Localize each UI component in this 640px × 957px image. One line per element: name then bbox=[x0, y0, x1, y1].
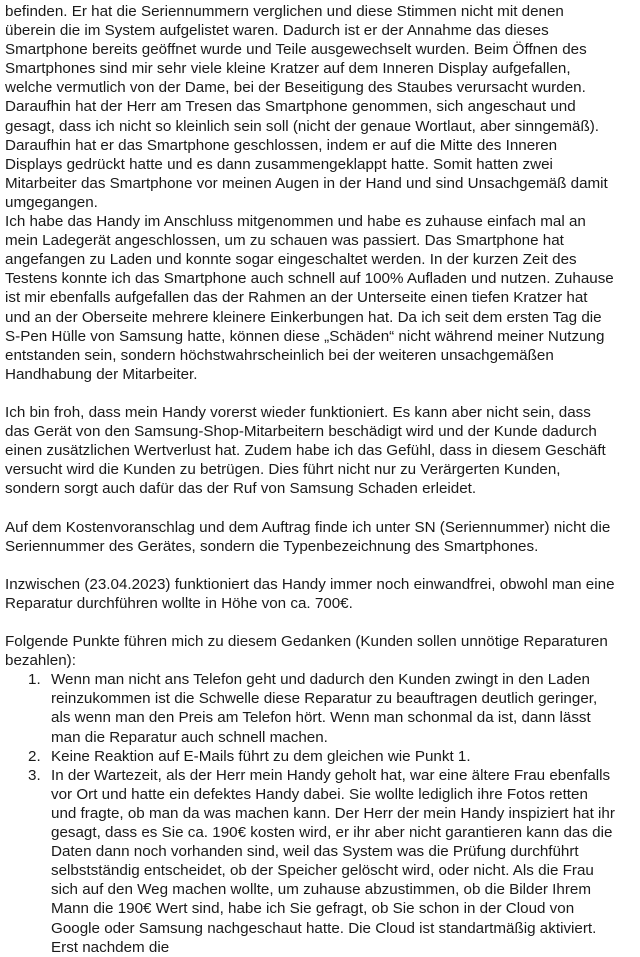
paragraph-complaint: Ich bin froh, dass mein Handy vorerst wieder funktioniert. Es kann aber nicht sein, dass das Gerät von den Samsung-Shop-Mitarbeitern beschädigt wird und der Kunde dadurch einen zusätzlichen Wertverlust hat. Zudem habe ich das Gefühl, dass in diesem Geschäft versucht wird die Kunden zu betrügen. Dies führt nicht nur zu Verärgerten Kunden, sondern sorgt auch dafür das der Ruf von Samsung Schaden erleidet. bbox=[5, 403, 606, 498]
paragraph-still-working: Inzwischen (23.04.2023) funktioniert das Handy immer noch einwandfrei, obwohl man eine Reparatur durchführen wollte in Höhe von ca. 700€. bbox=[5, 575, 615, 612]
paragraph-spacer bbox=[5, 556, 617, 575]
list-item-number: 1. bbox=[28, 671, 41, 689]
numbered-list bbox=[5, 670, 617, 956]
list-item-text: Wenn man nicht ans Telefon geht und dadurch den Kunden zwingt in den Laden reinzukommen ist die Schwelle diese Reparatur zu beauftragen deutlich geringer, als wenn man den Preis am Telefon hört. Wenn man schonmal da ist, dann lässt man die Reparatur auch schnell machen. bbox=[51, 671, 598, 746]
paragraph-charging-test: Ich habe das Handy im Anschluss mitgenommen und habe es zuhause einfach mal an mein Ladegerät angeschlossen, um zu schauen was passiert. Das Smartphone hat angefangen zu Laden und konnte sogar eingeschaltet werden. In der kurzen Zeit des Testens konnte ich das Smartphone auch schnell auf 100% Aufladen und nutzen. Zuhause ist mir ebenfalls aufgefallen das der Rahmen an der Unterseite einen tiefen Kratzer hat und an der Oberseite mehrere kleinere Einkerbungen hat. Da ich seit dem ersten Tag die S-Pen Hülle von Samsung hatte, können diese „Schäden“ nicht während meiner Nutzung entstanden sein, sondern höchstwahrscheinlich bei der weiteren unsachgemäßen Handhabung der Mitarbeiter. bbox=[5, 213, 614, 383]
list-item-text: Keine Reaktion auf E-Mails führt zu dem gleichen wie Punkt 1. bbox=[51, 747, 471, 765]
document-page bbox=[5, 2, 617, 957]
paragraph-spacer bbox=[5, 613, 617, 632]
list-item-number: 2. bbox=[28, 747, 41, 765]
paragraph-list-intro: Folgende Punkte führen mich zu diesem Gedanken (Kunden sollen unnötige Reparaturen bezahlen): bbox=[5, 633, 608, 670]
list-item bbox=[5, 766, 617, 957]
paragraph-technician-inspection: befinden. Er hat die Seriennummern verglichen und diese Stimmen nicht mit denen überein die im System aufgelistet waren. Dadurch ist er der Annahme das dieses Smartphone bereits geöffnet wurde und Teile ausgewechselt wurden. Beim Öffnen des Smartphones sind mir sehr viele kleine Kratzer auf dem Inneren Display aufgefallen, welche vermutlich von der Dame, bei der Beseitigung des Staubes verursacht wurden. Daraufhin hat der Herr am Tresen das Smartphone genommen, sich angeschaut und gesagt, dass ich nicht so kleinlich sein soll (nicht der genaue Wortlaut, aber sinngemäß). Daraufhin hat er das Smartphone geschlossen, indem er auf die Mitte des Inneren Displays gedrückt hatte und es dann zusammengeklappt hatte. Somit hatten zwei Mitarbeiter das Smartphone vor meinen Augen in der Hand und sind Unsachgemäß damit umgegangen. bbox=[5, 3, 608, 211]
list-item bbox=[5, 670, 617, 746]
list-item-number: 3. bbox=[28, 766, 41, 784]
list-item-text: In der Wartezeit, als der Herr mein Handy geholt hat, war eine ältere Frau ebenfalls vor Ort und hatte ein defektes Handy dabei. Sie wollte lediglich ihre Fotos retten und fragte, ob man da was machen kann. Der Herr der mein Handy inspiziert hat ihr gesagt, dass es Sie ca. 190€ kosten wird, er ihr aber nicht garantieren kann das die Daten dann noch vorhanden sind, weil das System was die Prüfung durchführt selbstständig entscheidet, ob der Speicher gelöscht wird, oder nicht. Als die Frau sich auf den Weg machen wollte, um zuhause abzustimmen, ob die Bilder Ihrem Mann die 190€ Wert sind, habe ich Sie gefragt, ob Sie schon in der Cloud von Google oder Samsung nachgeschaut hatte. Die Cloud ist standartmäßig aktiviert. Erst nachdem die bbox=[51, 766, 615, 956]
paragraph-serial-number: Auf dem Kostenvoranschlag und dem Auftrag finde ich unter SN (Seriennummer) nicht die Seriennummer des Gerätes, sondern die Typenbezeichnung des Smartphones. bbox=[5, 518, 611, 555]
paragraph-spacer bbox=[5, 384, 617, 403]
paragraph-spacer bbox=[5, 498, 617, 517]
list-item bbox=[5, 747, 617, 766]
